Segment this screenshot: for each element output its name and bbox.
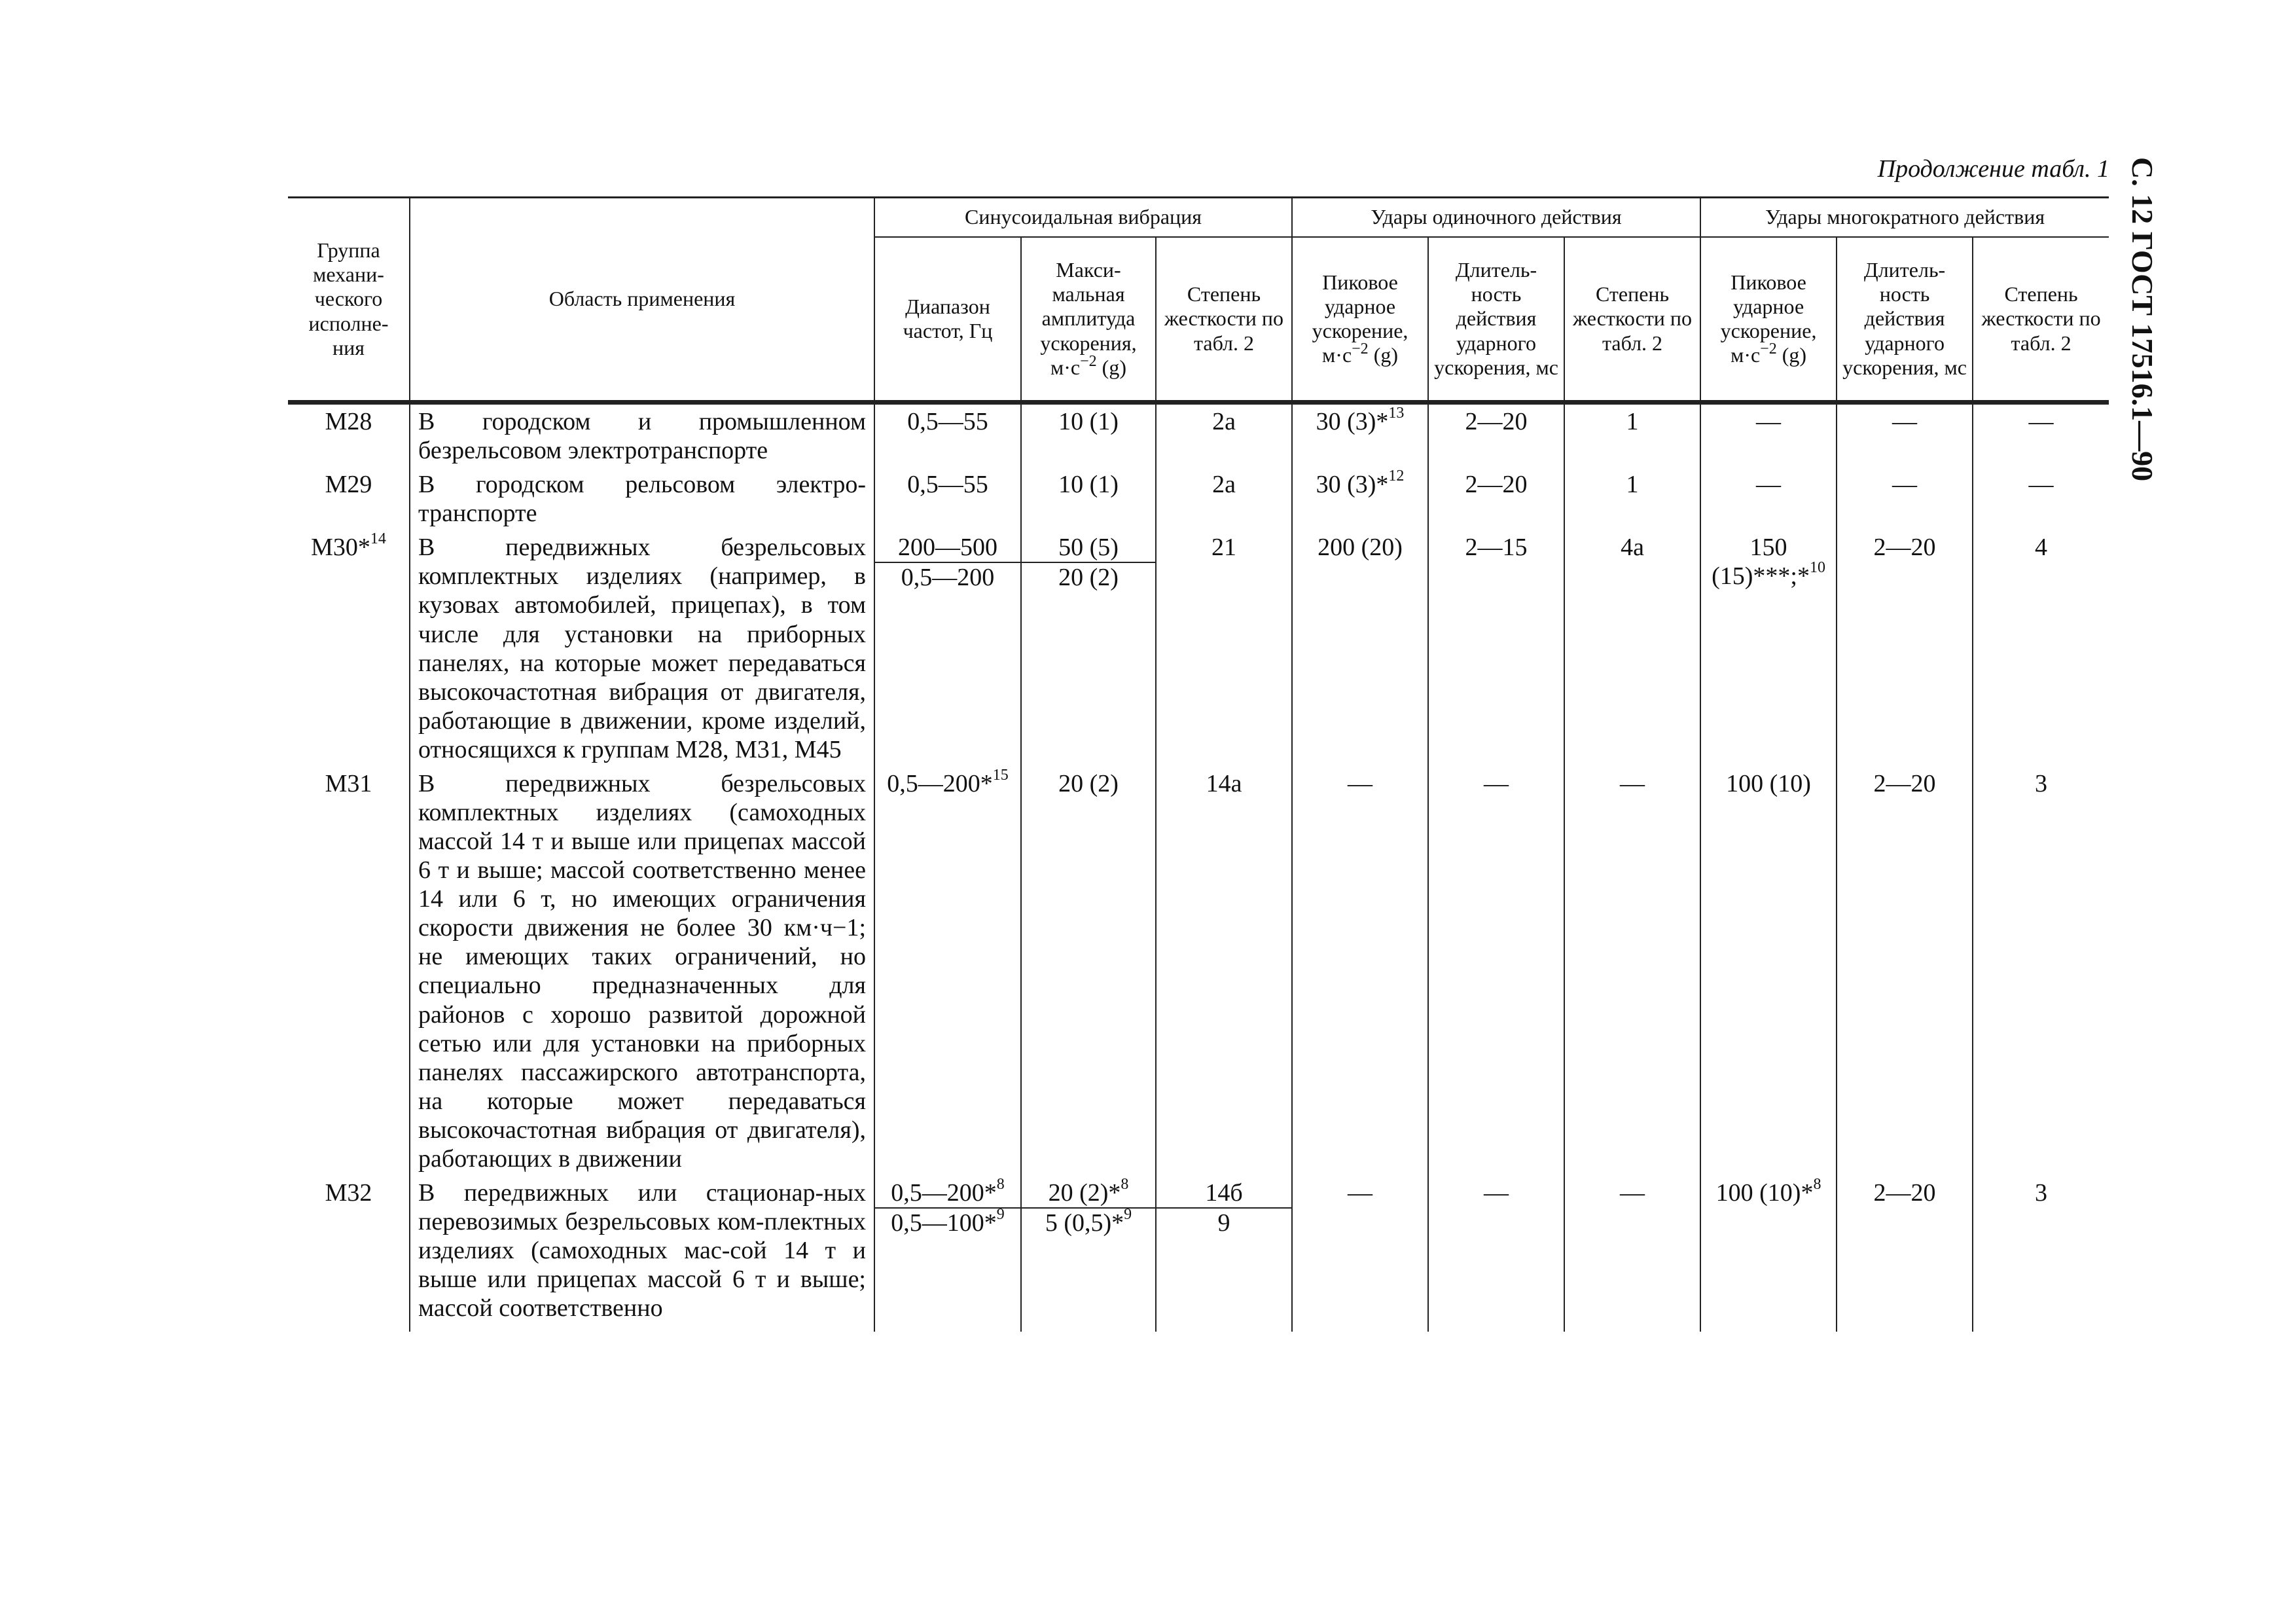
multi-degree-cell: 3 [1973,767,2109,1176]
duration-cell: 2—15 [1428,530,1564,767]
freq-cell: 0,5—55 [874,403,1021,468]
multi-peak-cell: 100 (10)*$^8$ [1700,1176,1837,1332]
header-peak: Пиковое ударное ускорение, $м\cdot с^{-2}$ (g) [1292,237,1428,403]
table-row [288,1176,2109,1332]
group-cell: М29 [288,467,410,530]
duration-cell: 2—20 [1428,403,1564,468]
freq-cell: 0,5—200*$^{15}$ [874,767,1021,1176]
peak-cell: — [1292,1176,1428,1332]
multi-peak-cell: — [1700,467,1837,530]
header-multi-shock: Удары многократного действия [1700,198,2109,238]
header-area: Область применения [410,198,874,403]
multi-degree-cell: — [1973,467,2109,530]
area-cell: В городском рельсовом электро-транспорте [410,467,874,530]
header-degree: Степень жесткости по табл. 2 [1156,237,1292,403]
amp-cell: 10 (1) [1021,403,1156,468]
requirements-table [288,196,2109,1332]
duration-cell: 2—20 [1428,467,1564,530]
degree-cell: 2а [1156,467,1292,530]
table-row [288,530,2109,767]
peak-cell: — [1292,767,1428,1176]
header-group: Группа механи-ческого исполне-ния [288,198,410,403]
amp-cell: 20 (2) [1021,767,1156,1176]
multi-duration-cell: — [1837,467,1973,530]
area-cell: В городском и промышленном безрельсовом электротранспорте [410,403,874,468]
peak-cell: 30 (3)*$^{13}$ [1292,403,1428,468]
header-duration: Длитель-ность действия ударного ускорения, мс [1428,237,1564,403]
freq-cell: 0,5—55 [874,467,1021,530]
group-cell: М30*$^{14}$ [288,530,410,767]
area-cell: В передвижных безрельсовых комплектных изделиях (например, в кузовах автомобилей, прицепах), в том числе для установки на приборных панелях, на которые может передаваться высокочастотная вибрация от двигателя, работающие в движении, кроме изделий, относящихся к группам М28, М31, М45 [410,530,874,767]
multi-duration-cell: — [1837,403,1973,468]
header-single-shock: Удары одиночного действия [1292,198,1700,238]
amp-cell: 20 (2)*$^8$ 5 (0,5)*$^9$ [1021,1176,1156,1332]
table-row [288,403,2109,468]
degree-cell: 2а [1156,403,1292,468]
multi-peak-cell: 100 (10) [1700,767,1837,1176]
single-degree-cell: 4а [1564,530,1700,767]
peak-cell: 200 (20) [1292,530,1428,767]
amp-cell: 10 (1) [1021,467,1156,530]
page-side-label: С. 12 ГОСТ 17516.1—90 [2126,157,2159,482]
freq-cell: 200—500 0,5—200 [874,530,1021,767]
multi-degree-cell: 4 [1973,530,2109,767]
multi-degree-cell: — [1973,403,2109,468]
duration-cell: — [1428,1176,1564,1332]
freq-cell: 0,5—200*$^8$ 0,5—100*$^9$ [874,1176,1021,1332]
header-degree-2: Степень жесткости по табл. 2 [1564,237,1700,403]
table-continuation-caption: Продолжение табл. 1 [1877,155,2109,183]
peak-cell: 30 (3)*$^{12}$ [1292,467,1428,530]
header-degree-3: Степень жесткости по табл. 2 [1973,237,2109,403]
multi-duration-cell: 2—20 [1837,767,1973,1176]
header-max-amp: Макси-мальная амплитуда ускорения, $м\cdot с^{-2}$ (g) [1021,237,1156,403]
area-cell: В передвижных безрельсовых комплектных изделиях (самоходных массой 14 т и выше или прицепах массой 6 т и выше; массой соответственно менее 14 или 6 т, но имеющих ограничения скорости движения не более 30 км·ч−1; не имеющих таких ограничений, но специально предназначенных для районов с хорошо развитой дорожной сетью или для установки на приборных панелях пассажирского автотранспорта, на которые может передаваться высокочастотная вибрация от двигателя), работающих в движении [410,767,874,1176]
area-cell: В передвижных или стационар-ных перевозимых безрельсовых ком-плектных изделиях (самоходных мас-сой 14 т и выше или прицепах массой 6 т и выше; массой соответственно [410,1176,874,1332]
header-freq: Диапазон частот, Гц [874,237,1021,403]
single-degree-cell: — [1564,1176,1700,1332]
multi-degree-cell: 3 [1973,1176,2109,1332]
degree-cell: 14б 9 [1156,1176,1292,1332]
amp-cell: 50 (5) 20 (2) [1021,530,1156,767]
header-peak-multi: Пиковое ударное ускорение, $м\cdot с^{-2}$ (g) [1700,237,1837,403]
multi-duration-cell: 2—20 [1837,530,1973,767]
group-cell: М32 [288,1176,410,1332]
single-degree-cell: 1 [1564,467,1700,530]
degree-cell: 14а [1156,767,1292,1176]
header-sinus: Синусоидальная вибрация [874,198,1292,238]
header-duration-multi: Длитель-ность действия ударного ускорения, мс [1837,237,1973,403]
group-cell: М28 [288,403,410,468]
table-row [288,767,2109,1176]
multi-peak-cell: — [1700,403,1837,468]
single-degree-cell: 1 [1564,403,1700,468]
multi-peak-cell: 150 (15)***;*$^{10}$ [1700,530,1837,767]
multi-duration-cell: 2—20 [1837,1176,1973,1332]
duration-cell: — [1428,767,1564,1176]
group-cell: М31 [288,767,410,1176]
single-degree-cell: — [1564,767,1700,1176]
table-row [288,467,2109,530]
degree-cell: 21 [1156,530,1292,767]
